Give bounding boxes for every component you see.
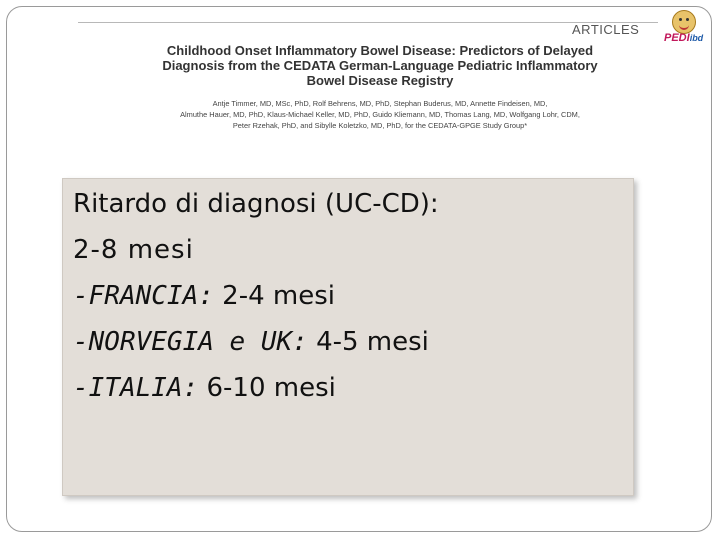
- child-face-icon: [672, 10, 696, 34]
- country-value: 2-4 mesi: [213, 281, 335, 311]
- summary-box: [62, 178, 634, 496]
- country-item-italia: [73, 373, 336, 403]
- paper-title: [110, 43, 650, 88]
- section-label: ARTICLES: [572, 22, 640, 37]
- author-line: Almuthe Hauer, MD, PhD, Klaus-Michael Keller, MD, PhD, Guido Kliemann, MD, Thomas Lang, MD, Wolfgang Lohr, CDM,: [180, 110, 580, 119]
- country-label: -FRANCIA:: [73, 281, 214, 311]
- pediibd-logo: [664, 10, 710, 50]
- summary-heading: Ritardo di diagnosi (UC-CD):: [73, 189, 439, 219]
- country-item-norvegia-uk: [73, 327, 429, 357]
- header-divider: [78, 22, 658, 23]
- paper-title-line: Diagnosis from the CEDATA German-Language Pediatric Inflammatory: [162, 58, 598, 73]
- author-line: Peter Rzehak, PhD, and Sibylle Koletzko, MD, PhD, for the CEDATA-GPGE Study Group*: [232, 121, 528, 130]
- country-label: -NORVEGIA e UK:: [73, 327, 308, 357]
- paper-title-line: Bowel Disease Registry: [306, 73, 454, 88]
- summary-range: 2-8 mesi: [73, 235, 194, 265]
- country-value: 6-10 mesi: [198, 373, 336, 403]
- logo-wordmark: PEDIibd: [664, 32, 704, 44]
- author-line: Antje Timmer, MD, MSc, PhD, Rolf Behrens, MD, PhD, Stephan Buderus, MD, Annette Findeisen, MD,: [212, 99, 548, 108]
- country-label: -ITALIA:: [73, 373, 199, 403]
- paper-title-line: Childhood Onset Inflammatory Bowel Disease: Predictors of Delayed: [166, 43, 594, 58]
- country-item-francia: [73, 281, 335, 311]
- country-value: 4-5 mesi: [307, 327, 429, 357]
- paper-authors: [110, 98, 650, 131]
